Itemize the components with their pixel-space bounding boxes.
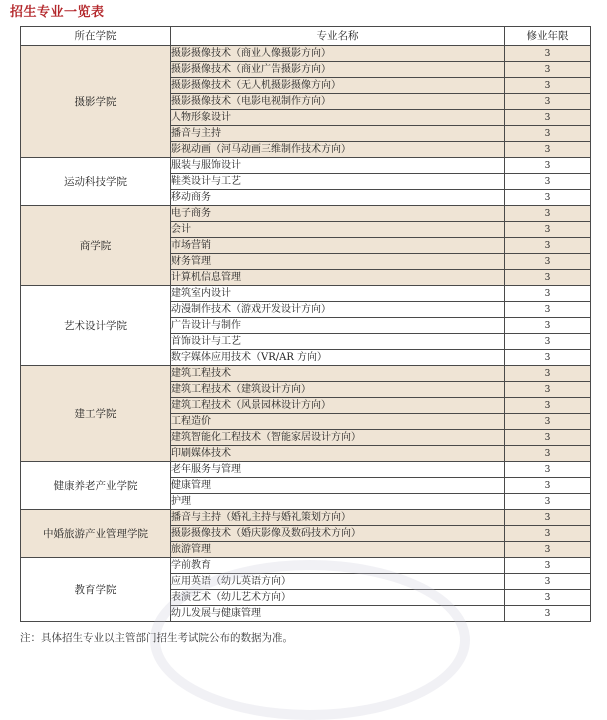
years-cell: 3 xyxy=(505,94,591,110)
major-cell: 财务管理 xyxy=(171,254,505,270)
major-cell: 广告设计与制作 xyxy=(171,318,505,334)
table-row xyxy=(21,462,591,478)
major-cell: 学前教育 xyxy=(171,558,505,574)
years-cell: 3 xyxy=(505,78,591,94)
table-header-row xyxy=(21,27,591,46)
table-row xyxy=(21,510,591,526)
years-cell: 3 xyxy=(505,302,591,318)
table-row xyxy=(21,558,591,574)
major-cell: 摄影摄像技术（商业广告摄影方向） xyxy=(171,62,505,78)
years-cell: 3 xyxy=(505,366,591,382)
major-cell: 建筑工程技术（建筑设计方向） xyxy=(171,382,505,398)
majors-table xyxy=(20,26,591,622)
major-cell: 建筑工程技术 xyxy=(171,366,505,382)
major-cell: 影视动画（河马动画三维制作技术方向） xyxy=(171,142,505,158)
years-cell: 3 xyxy=(505,318,591,334)
table-row xyxy=(21,46,591,62)
page-title: 招生专业一览表 xyxy=(10,5,105,20)
major-cell: 幼儿发展与健康管理 xyxy=(171,606,505,622)
major-cell: 首饰设计与工艺 xyxy=(171,334,505,350)
college-cell: 摄影学院 xyxy=(21,46,171,158)
years-cell: 3 xyxy=(505,46,591,62)
major-cell: 移动商务 xyxy=(171,190,505,206)
major-cell: 鞋类设计与工艺 xyxy=(171,174,505,190)
major-cell: 市场营销 xyxy=(171,238,505,254)
header-years: 修业年限 xyxy=(505,27,591,46)
table-row xyxy=(21,286,591,302)
college-cell: 艺术设计学院 xyxy=(21,286,171,366)
footnote: 注：具体招生专业以主管部门招生考试院公布的数据为准。 xyxy=(20,632,293,644)
years-cell: 3 xyxy=(505,254,591,270)
major-cell: 建筑室内设计 xyxy=(171,286,505,302)
table-row xyxy=(21,366,591,382)
years-cell: 3 xyxy=(505,190,591,206)
years-cell: 3 xyxy=(505,446,591,462)
major-cell: 人物形象设计 xyxy=(171,110,505,126)
years-cell: 3 xyxy=(505,286,591,302)
major-cell: 摄影摄像技术（婚庆影像及数码技术方向） xyxy=(171,526,505,542)
years-cell: 3 xyxy=(505,270,591,286)
major-cell: 摄影摄像技术（电影电视制作方向） xyxy=(171,94,505,110)
college-cell: 运动科技学院 xyxy=(21,158,171,206)
years-cell: 3 xyxy=(505,558,591,574)
major-cell: 动漫制作技术（游戏开发设计方向） xyxy=(171,302,505,318)
years-cell: 3 xyxy=(505,126,591,142)
years-cell: 3 xyxy=(505,238,591,254)
years-cell: 3 xyxy=(505,382,591,398)
major-cell: 会计 xyxy=(171,222,505,238)
college-cell: 建工学院 xyxy=(21,366,171,462)
college-cell: 商学院 xyxy=(21,206,171,286)
table-body xyxy=(21,46,591,622)
years-cell: 3 xyxy=(505,510,591,526)
years-cell: 3 xyxy=(505,430,591,446)
major-cell: 印刷媒体技术 xyxy=(171,446,505,462)
years-cell: 3 xyxy=(505,334,591,350)
years-cell: 3 xyxy=(505,222,591,238)
major-cell: 健康管理 xyxy=(171,478,505,494)
major-cell: 旅游管理 xyxy=(171,542,505,558)
major-cell: 播音与主持 xyxy=(171,126,505,142)
years-cell: 3 xyxy=(505,62,591,78)
major-cell: 建筑智能化工程技术（智能家居设计方向） xyxy=(171,430,505,446)
major-cell: 摄影摄像技术（商业人像摄影方向） xyxy=(171,46,505,62)
header-college: 所在学院 xyxy=(21,27,171,46)
years-cell: 3 xyxy=(505,142,591,158)
major-cell: 服装与服饰设计 xyxy=(171,158,505,174)
years-cell: 3 xyxy=(505,606,591,622)
table-row xyxy=(21,158,591,174)
years-cell: 3 xyxy=(505,398,591,414)
college-cell: 教育学院 xyxy=(21,558,171,622)
major-cell: 表演艺术（幼儿艺术方向） xyxy=(171,590,505,606)
major-cell: 计算机信息管理 xyxy=(171,270,505,286)
years-cell: 3 xyxy=(505,462,591,478)
years-cell: 3 xyxy=(505,574,591,590)
college-cell: 中婚旅游产业管理学院 xyxy=(21,510,171,558)
major-cell: 老年服务与管理 xyxy=(171,462,505,478)
years-cell: 3 xyxy=(505,526,591,542)
years-cell: 3 xyxy=(505,206,591,222)
major-cell: 播音与主持（婚礼主持与婚礼策划方向） xyxy=(171,510,505,526)
table-row xyxy=(21,206,591,222)
years-cell: 3 xyxy=(505,110,591,126)
years-cell: 3 xyxy=(505,478,591,494)
major-cell: 建筑工程技术（风景园林设计方向） xyxy=(171,398,505,414)
years-cell: 3 xyxy=(505,174,591,190)
header-major: 专业名称 xyxy=(171,27,505,46)
years-cell: 3 xyxy=(505,350,591,366)
major-cell: 护理 xyxy=(171,494,505,510)
major-cell: 摄影摄像技术（无人机摄影摄像方向） xyxy=(171,78,505,94)
years-cell: 3 xyxy=(505,414,591,430)
years-cell: 3 xyxy=(505,590,591,606)
major-cell: 电子商务 xyxy=(171,206,505,222)
college-cell: 健康养老产业学院 xyxy=(21,462,171,510)
major-cell: 数字媒体应用技术（VR/AR 方向） xyxy=(171,350,505,366)
years-cell: 3 xyxy=(505,158,591,174)
major-cell: 应用英语（幼儿英语方向） xyxy=(171,574,505,590)
major-cell: 工程造价 xyxy=(171,414,505,430)
years-cell: 3 xyxy=(505,542,591,558)
years-cell: 3 xyxy=(505,494,591,510)
